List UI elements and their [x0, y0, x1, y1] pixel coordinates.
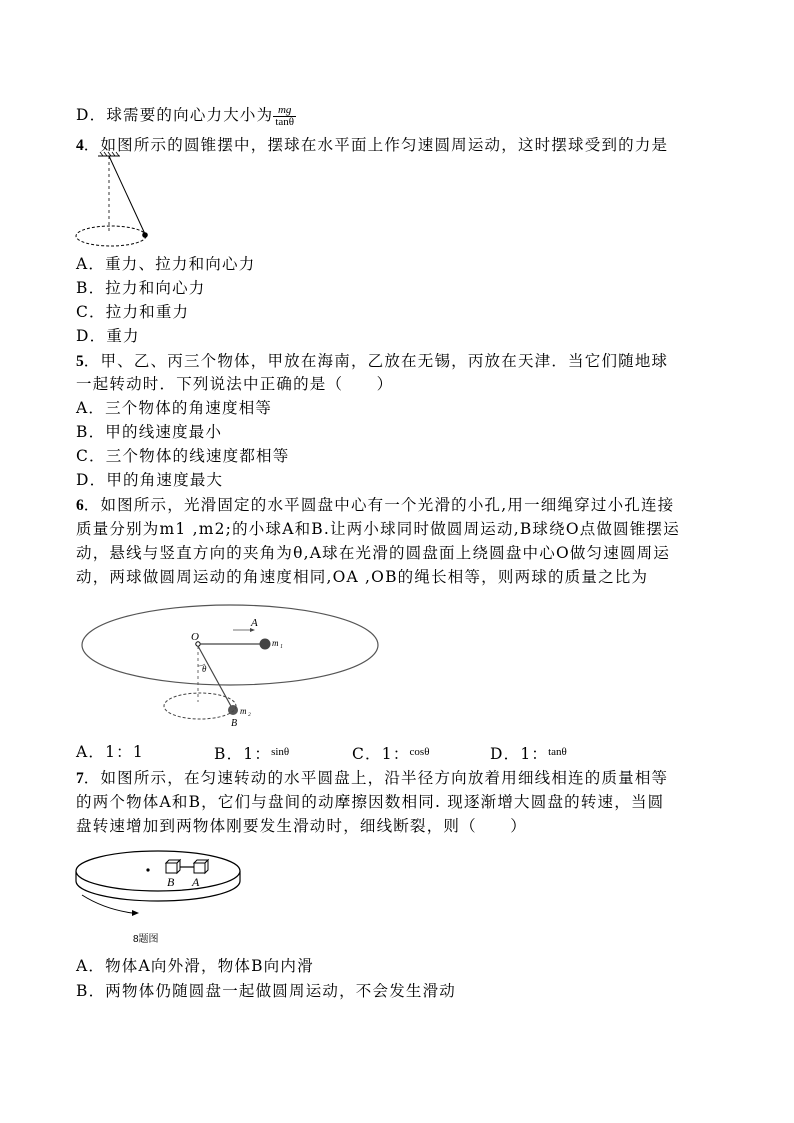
q4-option-b: B．拉力和向心力: [76, 279, 206, 297]
q4-option-d: D．重力: [76, 327, 140, 345]
disk-conical-pendulum-figure: [80, 600, 380, 735]
label-a: A: [251, 617, 259, 629]
figure-caption: 8题图: [133, 934, 159, 945]
label-b: B: [167, 875, 176, 889]
q6-stem-line3: 动，悬线与竖直方向的夹角为θ,A球在光滑的圆盘面上绕圆盘中心O做匀速圆周运: [76, 544, 671, 562]
q7-option-b: B．两物体仍随圆盘一起做圆周运动，不会发生滑动: [76, 982, 456, 1000]
q3-option-d-text: D．球需要的向心力大小为: [76, 106, 274, 124]
q6-option-b: B．1：$^{sin\theta}$: [214, 745, 290, 763]
q3-option-d: [76, 104, 296, 128]
conical-pendulum-figure: [74, 150, 164, 250]
q7-stem-line1: 7．如图所示，在匀速转动的水平圆盘上，沿半径方向放着用细线相连的质量相等: [76, 769, 669, 787]
q6-stem-line4: 动，两球做圆周运动的角速度相同,OA ,OB的绳长相等，则两球的质量之比为: [76, 568, 649, 586]
q4-number: 4: [76, 137, 84, 154]
q6-option-c: C．1：$^{cos\theta}$: [352, 745, 430, 763]
q5-option-c: C．三个物体的线速度都相等: [76, 447, 290, 465]
label-o: O: [191, 631, 201, 643]
q7-stem-line3: 盘转速增加到两物体刚要发生滑动时，细线断裂，则（ ）: [76, 817, 527, 835]
q6-stem-line2: 质量分别为m1 ,m2;的小球A和B.让两小球同时做圆周运动,B球绕O点做圆锥摆运: [76, 520, 680, 538]
q5-stem-line2: 一起转动时．下列说法中正确的是（ ）: [76, 375, 394, 393]
label-b: B: [231, 718, 239, 729]
q4-stem-text: ．如图所示的圆锥摆中，摆球在水平面上作匀速圆周运动，这时摆球受到的力是: [83, 136, 669, 154]
q6-stem-line1: 6．如图所示，光滑固定的水平圆盘中心有一个光滑的小孔,用一细绳穿过小孔连接: [76, 496, 675, 514]
label-m1: m₁: [272, 638, 285, 648]
label-m2: m₂: [240, 706, 253, 716]
q5-number: 5: [76, 353, 84, 370]
q5-option-a: A．三个物体的角速度相等: [76, 399, 273, 417]
q6-option-a: A．1：1: [76, 743, 144, 761]
q6-option-d: D．1：$^{tan\theta}$: [490, 745, 567, 763]
q4-option-a: A．重力、拉力和向心力: [76, 255, 256, 273]
label-theta: θ: [202, 664, 208, 674]
q4-stem: [76, 134, 668, 157]
label-a: A: [192, 875, 201, 889]
q5-option-d: D．甲的角速度最大: [76, 471, 224, 489]
q7-stem-line2: 的两个物体A和B，它们与盘间的动摩擦因数相同. 现逐渐增大圆盘的转速，当圆: [76, 793, 665, 811]
q4-option-c: C．拉力和重力: [76, 303, 190, 321]
q7-option-a: A．物体A向外滑，物体B向内滑: [76, 957, 314, 975]
q7-number: 7: [76, 770, 84, 787]
turntable-figure: [74, 843, 244, 923]
q6-number: 6: [76, 497, 84, 514]
fraction-mg-over-tan: $\frac{mg}{\tan\theta}$: [275, 103, 295, 128]
q5-stem-line1: 5．甲、乙、丙三个物体，甲放在海南，乙放在无锡，丙放在天津．当它们随地球: [76, 352, 669, 370]
q5-option-b: B．甲的线速度最小: [76, 423, 223, 441]
